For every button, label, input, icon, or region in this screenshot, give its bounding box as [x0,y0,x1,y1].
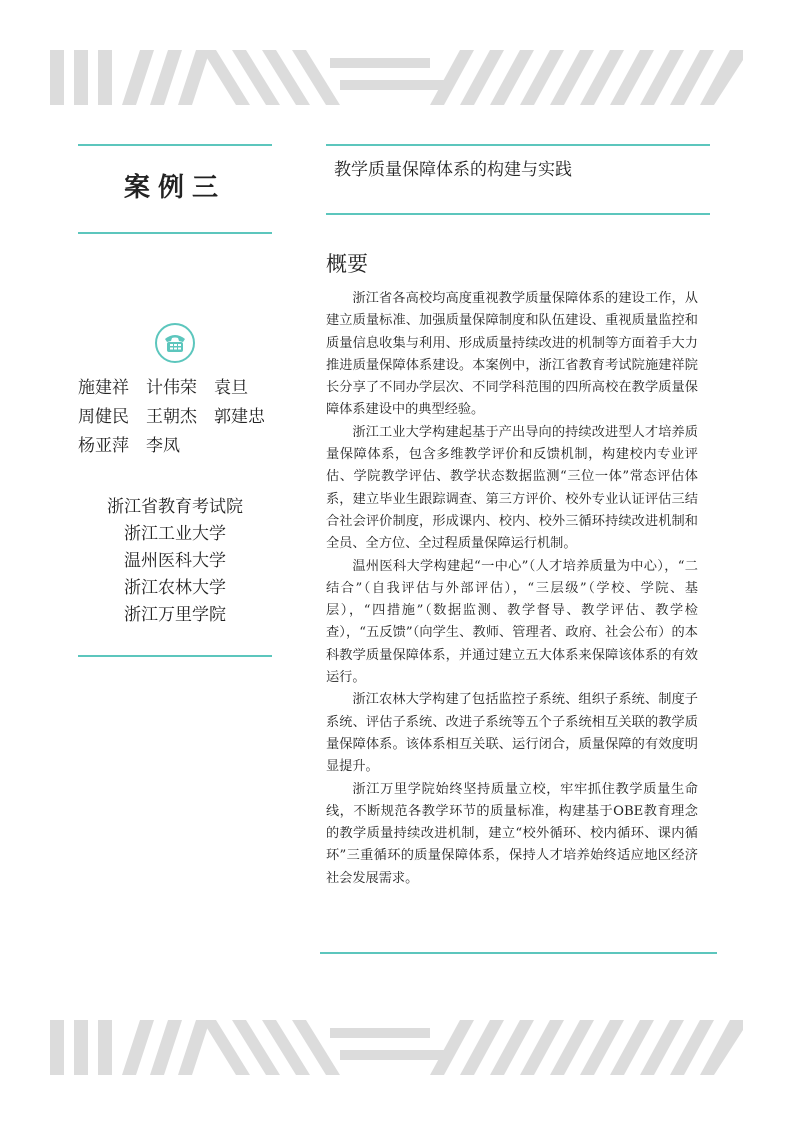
top-stripe-band [50,50,743,105]
section-heading: 概要 [326,252,368,276]
institution-name: 温州医科大学 [124,551,226,571]
case-label: 案例三 [123,173,226,203]
summary-body [326,288,698,890]
right-rule-title [326,213,710,215]
institution-list [78,494,272,629]
right-rule-top [326,144,710,146]
summary-paragraph: 浙江工业大学构建起基于产出导向的持续改进型人才培养质量保障体系，包含多维教学评价和反馈机制，构建校内专业评估、学院教学评估、教学状态数据监测“三位一体”常态评估体系，建立毕业生跟踪调查、第三方评价、校外专业认证评估三结合社会评价制度，形成课内、校内、校外三循环持续改进机制和全员、全方位、全过程质量保障运行机制。 [326,424,698,552]
summary-paragraph: 浙江万里学院始终坚持质量立校，牢牢抓住教学质量生命线，不断规范各教学环节的质量标准，构建基于OBE教育理念的教学质量持续改进机制，建立“校外循环、校内循环、课内循环”三重循环的质量保障体系，保持人才培养始终适应地区经济社会发展需求。 [326,781,698,886]
institution-name: 浙江省教育考试院 [107,497,243,517]
right-rule-bottom [320,952,717,954]
author-line: 周健民 王朝杰 郭建忠 [78,407,265,427]
institution-name: 浙江工业大学 [124,524,226,544]
bottom-stripe-band [50,1020,743,1075]
institution-name: 浙江万里学院 [124,605,226,625]
summary-paragraph: 浙江农林大学构建了包括监控子系统、组织子系统、制度子系统、评估子系统、改进子系统等五个子系统相互关联的教学质量保障体系。该体系相互关联、运行闭合，质量保障的有效度明显提升。 [326,692,698,775]
left-rule-bottom [78,655,272,657]
author-line: 施建祥 计伟荣 袁旦 [78,378,248,398]
left-rule-mid [78,232,272,234]
institution-name: 浙江农林大学 [124,578,226,598]
summary-paragraph: 浙江省各高校均高度重视教学质量保障体系的建设工作，从建立质量标准、加强质量保障制度和队伍建设、重视质量监控和质量信息收集与利用、形成质量持续改进的机制等方面着手大力推进质量保障体系建设。本案例中，浙江省教育考试院施建祥院长分享了不同办学层次、不同学科范围的四所高校在教学质量保障体系建设中的典型经验。 [326,291,698,418]
article-title: 教学质量保障体系的构建与实践 [334,160,572,180]
author-list [78,374,298,461]
telephone-icon [154,322,196,364]
author-line: 杨亚萍 李凤 [78,436,180,456]
left-rule-top [78,144,272,146]
summary-paragraph: 温州医科大学构建起“一中心”（人才培养质量为中心），“二结合”（自我评估与外部评估），“三层级”（学校、学院、基层），“四措施”（数据监测、教学督导、教学评估、教学检查），“五反馈”（向学生、教师、管理者、政府、社会公布）的本科教学质量保障体系，并通过建立五大体系来保障该体系的有效运行。 [326,558,698,686]
